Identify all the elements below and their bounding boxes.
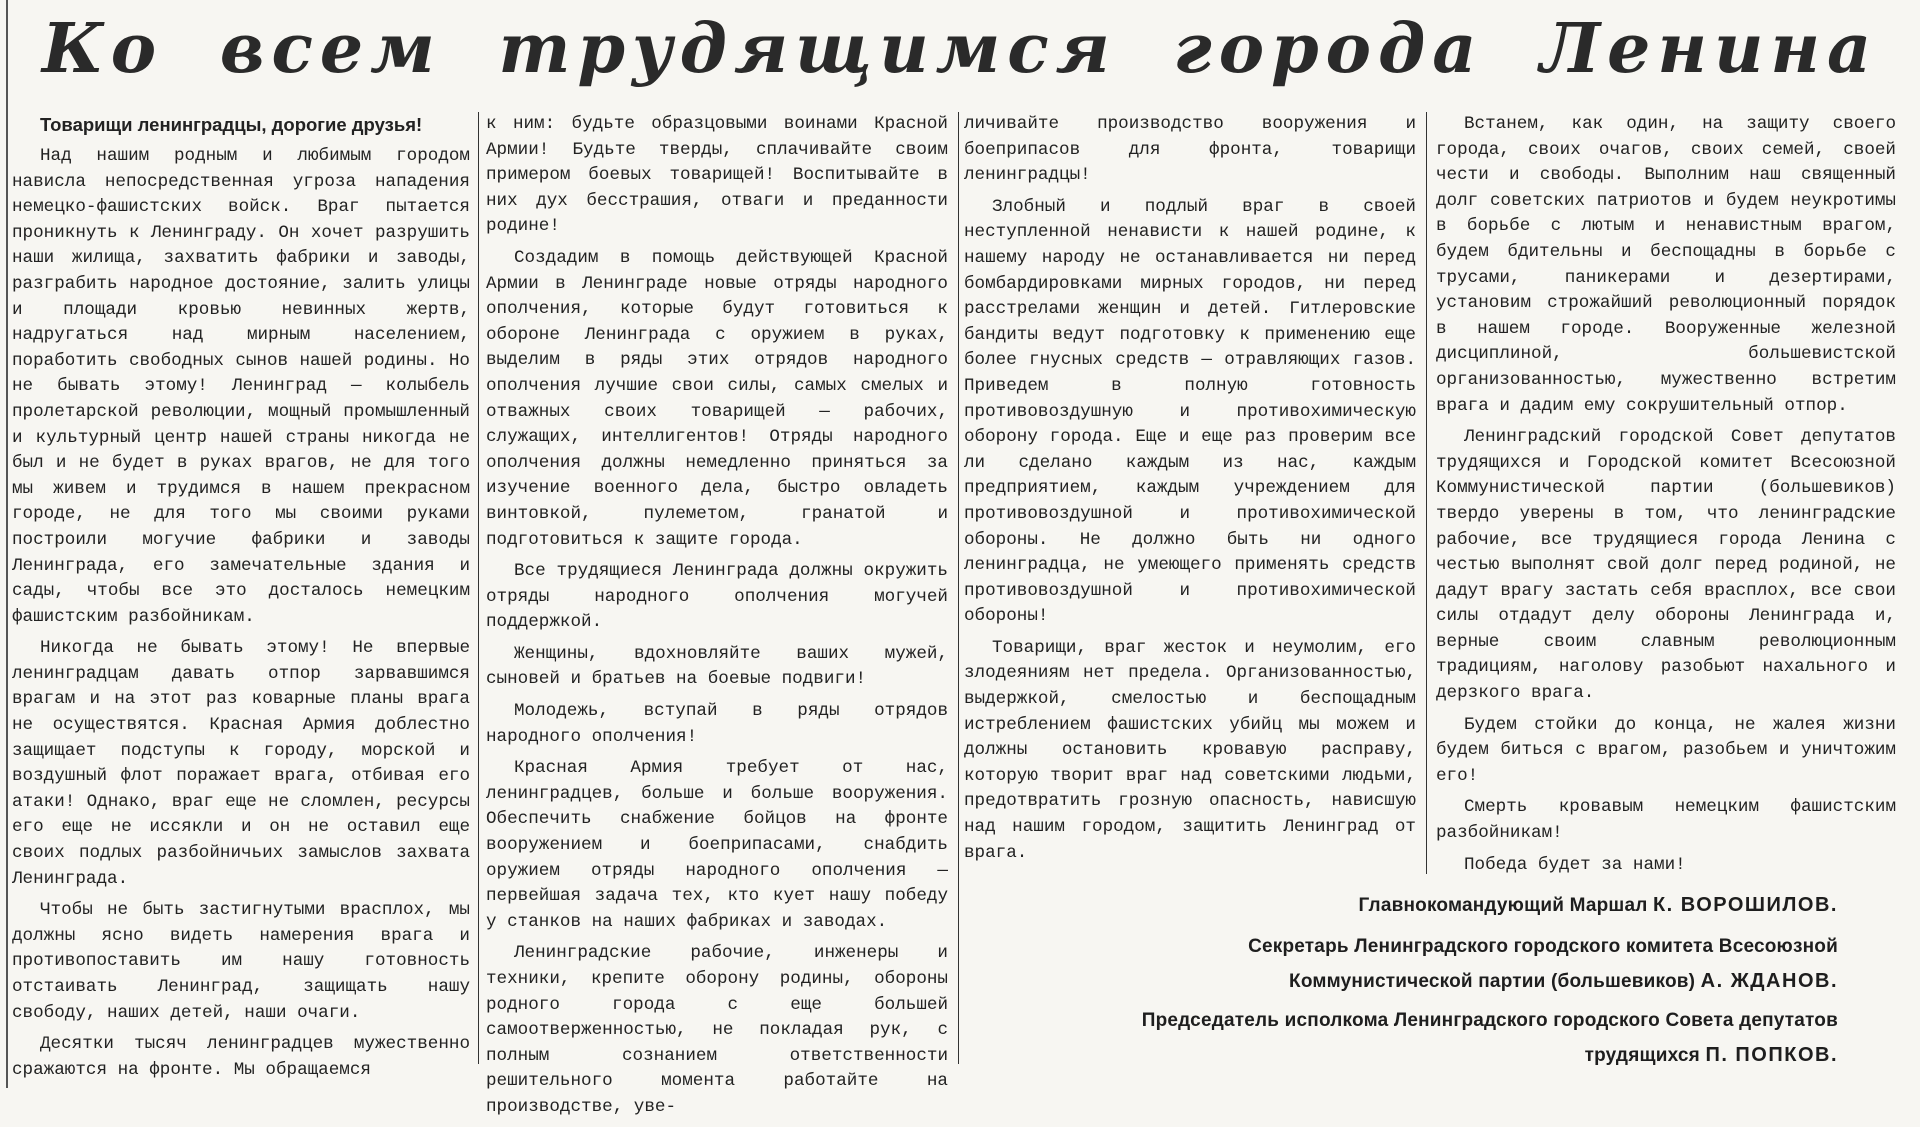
column-rule-2: [958, 112, 959, 1064]
paragraph: Создадим в помощь действующей Красной Армии в Ленинграде новые отряды народного ополчения, которые будут готовиться к обороне Ленинграда с оружием в руках, выделим в ряды этих отрядов народного ополчения лучшие свои силы, самых смелых и отважных своих товарищей — рабочих, служащих, интеллигентов! Отряды народного ополчения должны немедленно приняться за изучение военного дела, быстро овладеть винтовкой, пулеметом, гранатой и подготовиться к защите города.: [486, 247, 948, 550]
signature-role: Главнокомандующий Маршал: [1358, 895, 1648, 916]
signature-name: П. ПОПКОВ.: [1705, 1044, 1838, 1066]
signature-role: Председатель исполкома Ленинградского городского Совета депутатов трудящихся: [1141, 1010, 1838, 1066]
signature-voroshilov: [1038, 888, 1838, 923]
article-column-2: [486, 112, 948, 1127]
page-title: Ко всем трудящимся города Ленина: [41, 9, 1879, 89]
paragraph: Десятки тысяч ленинградцев мужественно сражаются на фронте. Мы обращаемся: [12, 1034, 470, 1080]
paragraph: Ленинградский городской Совет депутатов трудящихся и Городской комитет Всесоюзной Коммунистической партии (большевиков) твердо уверены в том, что ленинградские рабочие, все трудящиеся города Ленина с честью выполнят свой долг перед родиной, не дадут врагу застать себя врасплох, все свои силы отдадут делу обороны Ленинграда и, верные своим славным революционным традициям, наголову разобьют нахального и дерзкого врага.: [1436, 427, 1896, 704]
signature-zhdanov: [1158, 930, 1838, 999]
signature-name: А. ЖДАНОВ.: [1700, 970, 1838, 992]
paragraph: к ним: будьте образцовыми воинами Красной Армии! Будьте тверды, сплачивайте своим примером боевых товарищей! Воспитывайте в них дух бесстрашия, отваги и преданности родине!: [486, 114, 948, 237]
paragraph: Женщины, вдохновляйте ваших мужей, сыновей и братьев на боевые подвиги!: [486, 643, 948, 690]
paragraph: Злобный и подлый враг в своей неступленной ненависти к нашей родине, к нашему народу не останавливается ни перед бомбардировками мирных городов, ни перед расстрелами женщин и детей. Гитлеровские бандиты ведут подготовку к применению еще более гнусных средств — отравляющих газов. Приведем в полную готовность противовоздушную и противохимическую оборону города. Еще и еще раз проверим все ли сделано каждым из нас, каждым предприятием, каждым учреждением для противовоздушной и противохимической обороны. Не должно быть ни одного ленинградца, не умеющего применять средств противовоздушной и противохимической обороны!: [964, 196, 1416, 627]
signature-popkov: [1138, 1004, 1838, 1073]
column-rule-3: [1426, 112, 1427, 874]
paragraph: Никогда не бывать этому! Не впервые ленинградцам давать отпор зарвавшимся врагам и на этот раз коварные планы врага не осуществятся. Красная Армия доблестно защищает подступы к городу, морской и воздушный флот поражает врага, отбивая его атаки! Однако, враг еще не сломлен, ресурсы его еще не иссякли и он не оставил еще своих подлых разбойничьих замыслов захвата Ленинграда.: [12, 638, 470, 889]
paragraph: Чтобы не быть застигнутыми врасплох, мы должны ясно видеть намерения врага и противопоставить им нашу готовность отстаивать Ленинград, защищать нашу свободу, наших детей, наши очаги.: [12, 900, 470, 1023]
paragraph: Победа будет за нами!: [1464, 854, 1686, 875]
paragraph: Ленинградские рабочие, инженеры и техники, крепите оборону родины, обороны родного города с еще большей самоотверженностью, не покладая рук, с полным сознанием ответственности решительного момента работайте на производстве, уве-: [486, 943, 948, 1117]
paragraph: личивайте производство вооружения и боеприпасов для фронта, товарищи ленинградцы!: [964, 114, 1416, 186]
paragraph: Товарищи, враг жесток и неумолим, его злодеяниям нет предела. Организованностью, выдержкой, смелостью и беспощадным истреблением фашистских убийц мы можем и должны остановить кровавую расправу, которую творит враг над советскими людьми, предотвратить грозную опасность, нависшую над нашим городом, защитить Ленинград от врага.: [964, 637, 1416, 863]
article-column-4: [1436, 112, 1896, 884]
article-column-1: [12, 112, 470, 1089]
page-border-left: [6, 0, 8, 1088]
salutation: Товарищи ленинградцы, дорогие друзья!: [40, 114, 423, 135]
signature-name: К. ВОРОШИЛОВ.: [1652, 894, 1838, 916]
paragraph: Встанем, как один, на защиту своего города, своих очагов, своих семей, своей чести и свободы. Выполним наш священный долг советских патриотов и будем неукротимы в борьбе с лютым и ненавистным врагом, будем бдительны и беспощадны в борьбе с трусами, паникерами и дезертирами, установим строжайший революционный порядок в нашем городе. Вооруженные железной дисциплиной, большевистской организованностью, мужественно встретим врага и дадим ему сокрушительный отпор.: [1436, 114, 1896, 416]
paragraph: Молодежь, вступай в ряды отрядов народного ополчения!: [486, 701, 948, 747]
paragraph: Будем стойки до конца, не жалея жизни будем биться с врагом, разобьем и уничтожим его!: [1436, 714, 1896, 786]
paragraph: Красная Армия требует от нас, ленинградцев, больше и больше вооружения. Обеспечить снабжение бойцов на фронте вооружением и боеприпасами, снабдить оружием отряды народного ополчения — первейшая задача тех, кто кует нашу победу у станков на наших фабриках и заводах.: [486, 758, 948, 932]
article-column-3: [964, 112, 1416, 872]
paragraph: Все трудящиеся Ленинграда должны окружить отряды народного ополчения могучей поддержкой.: [486, 561, 948, 633]
column-rule-1: [478, 112, 479, 1064]
signature-role: Секретарь Ленинградского городского комитета Всесоюзной Коммунистической партии (большевиков): [1248, 936, 1838, 992]
paragraph: Смерть кровавым немецким фашистским разбойникам!: [1436, 797, 1896, 844]
paragraph: Над нашим родным и любимым городом нависла непосредственная угроза нападения немецко-фашистских войск. Враг пытается проникнуть к Ленинграду. Он хочет разрушить наши жилища, захватить фабрики и заводы, разграбить народное достояние, залить улицы и площади кровью невинных жертв, надругаться над мирным населением, поработить свободных сынов нашей родины. Но не бывать этому! Ленинград — колыбель пролетарской революции, мощный промышленный и культурный центр нашей страны никогда не был и не будет в руках врагов, не для того мы живем и трудимся в нашем прекрасном городе, не для того мы своими руками построили могучие фабрики и заводы Ленинграда, его замечательные здания и сады, чтобы все это досталось немецким фашистским разбойникам.: [12, 146, 470, 627]
